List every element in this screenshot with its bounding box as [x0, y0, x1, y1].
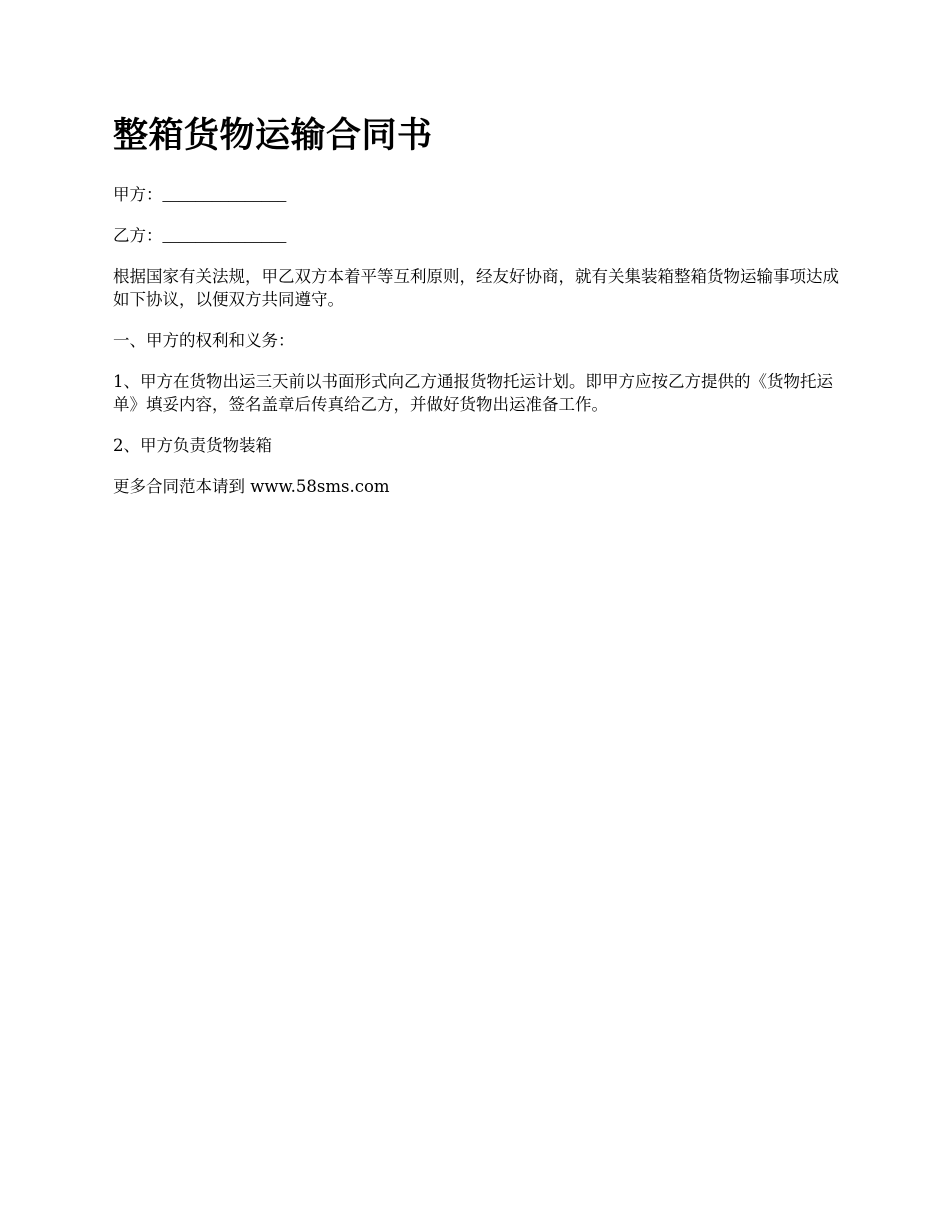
document-body — [113, 112, 843, 516]
document-title: 整箱货物运输合同书 — [113, 115, 433, 156]
section-heading-party-a-rights: 一、甲方的权利和义务： — [113, 331, 295, 350]
footer-note: 更多合同范本请到 www.58sms.com — [113, 477, 390, 496]
party-a-line — [113, 183, 843, 206]
party-b-blank: _______________ — [162, 226, 287, 245]
party-b-line — [113, 224, 843, 247]
party-a-blank: _______________ — [162, 185, 287, 204]
clause-2-paragraph: 2、甲方负责货物装箱 — [113, 436, 272, 455]
party-a-label: 甲方： — [113, 185, 163, 204]
preamble-paragraph: 根据国家有关法规，甲乙双方本着平等互利原则，经友好协商，就有关集装箱整箱货物运输事项达成如下协议，以便双方共同遵守。 — [113, 267, 839, 309]
party-b-label: 乙方： — [113, 226, 163, 245]
clause-1-paragraph: 1、甲方在货物出运三天前以书面形式向乙方通报货物托运计划。即甲方应按乙方提供的《货物托运单》填妥内容，签名盖章后传真给乙方，并做好货物出运准备工作。 — [113, 372, 833, 414]
